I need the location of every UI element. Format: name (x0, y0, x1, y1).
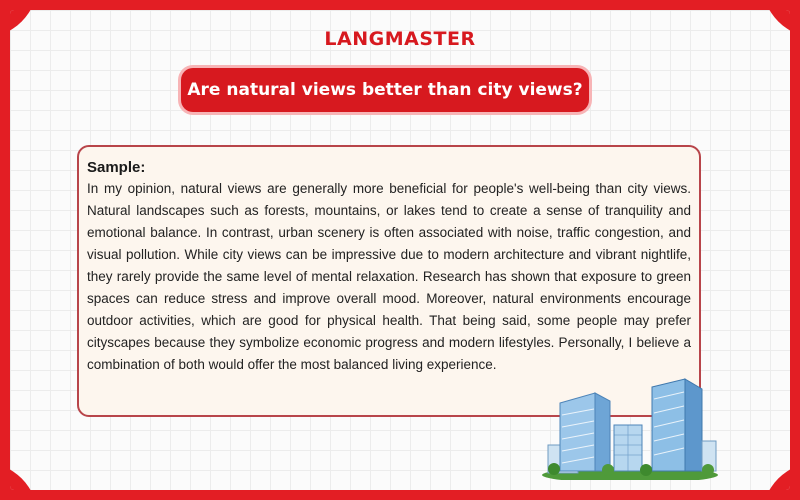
question-title (181, 68, 589, 112)
corner-decoration (10, 462, 38, 490)
question-title-text: Are natural views better than city views? (187, 80, 583, 100)
sample-text: In my opinion, natural views are generally more beneficial for people's well-being than city views. Natural landscapes such as forests, mountains, or lakes tend to create a sense of tranquility and emotional balance. In contrast, urban scenery is often associated with noise, traffic congestion, and visual pollution. While city views can be impressive due to modern architecture and vibrant nightlife, they rarely provide the same level of mental relaxation. Research has shown that exposure to green spaces can reduce stress and improve overall mood. Moreover, natural environments encourage outdoor activities, which are good for physical health. That being said, some people may prefer cityscapes because they symbolize economic progress and modern lifestyles. Personally, I believe a combination of both would offer the most balanced living experience. (87, 181, 691, 372)
sample-label: Sample: (87, 159, 146, 176)
corner-decoration (762, 462, 790, 490)
city-buildings-icon (540, 375, 720, 480)
brand-logo: LANGMASTER (324, 28, 476, 50)
